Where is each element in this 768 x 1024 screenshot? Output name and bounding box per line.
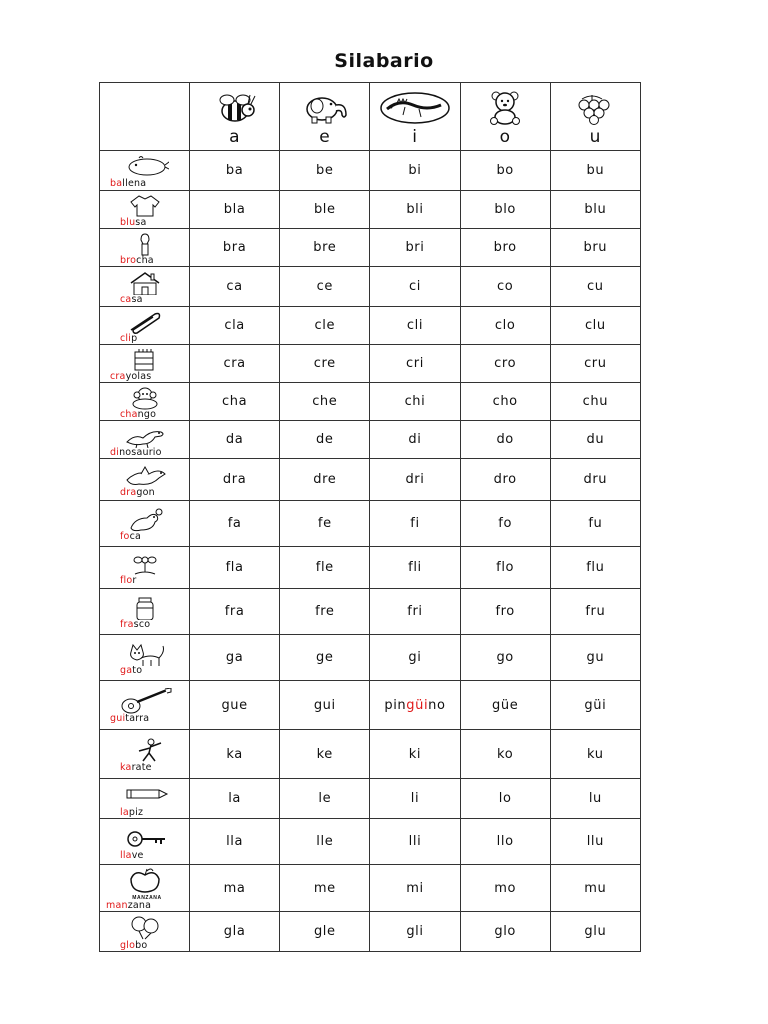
- syllable-cell: chi: [370, 383, 460, 421]
- syllable-cell: ga: [190, 635, 280, 681]
- syllable-cell: dra: [190, 459, 280, 501]
- syllable-row: [100, 383, 641, 421]
- word-rest: sco: [133, 618, 151, 630]
- syllable-row: [100, 345, 641, 383]
- syllable-row: [100, 501, 641, 547]
- syllable-row: [100, 865, 641, 912]
- word-highlight: fra: [120, 618, 134, 630]
- example-word: [100, 808, 189, 818]
- syllable-cell: ge: [280, 635, 370, 681]
- syllable-row: [100, 681, 641, 730]
- word-rest: ve: [131, 849, 144, 861]
- syllable-row: [100, 459, 641, 501]
- picture-word-cell: [100, 191, 190, 229]
- picture-word-cell: [100, 912, 190, 952]
- word-rest: to: [132, 664, 143, 676]
- syllable-cell: cri: [370, 345, 460, 383]
- syllable-row: [100, 730, 641, 779]
- word-highlight: flo: [120, 574, 133, 586]
- syllable-cell: le: [280, 779, 370, 819]
- syllable-cell: fla: [190, 547, 280, 589]
- word-part: pin: [384, 697, 407, 713]
- syllable-cell: li: [370, 779, 460, 819]
- syllable-cell: du: [550, 421, 640, 459]
- word-rest: ngo: [137, 408, 157, 420]
- syllable-cell: glo: [460, 912, 550, 952]
- grapes-icon: [568, 91, 622, 125]
- teddy-bear-icon: [478, 91, 532, 125]
- page-title: Silabario: [334, 50, 434, 72]
- word-rest: rate: [131, 762, 152, 773]
- example-word: [100, 666, 189, 676]
- vowel-header-u: [550, 83, 640, 151]
- seal-icon: [121, 508, 169, 532]
- syllable-cell: ki: [370, 730, 460, 779]
- word-rest: sa: [131, 293, 143, 305]
- syllable-cell: mi: [370, 865, 460, 912]
- syllable-cell: bu: [550, 151, 640, 191]
- syllable-cell: gle: [280, 912, 370, 952]
- syllable-cell: ble: [280, 191, 370, 229]
- syllable-cell: fro: [460, 589, 550, 635]
- syllable-cell: cla: [190, 307, 280, 345]
- example-word: [100, 714, 189, 724]
- syllable-cell: lla: [190, 819, 280, 865]
- example-word: [100, 763, 189, 773]
- house-icon: [121, 271, 169, 295]
- dinosaur-icon: [121, 424, 169, 448]
- syllable-cell: mo: [460, 865, 550, 912]
- syllable-cell: gui: [280, 681, 370, 730]
- syllable-cell: gu: [550, 635, 640, 681]
- balloons-icon: [121, 915, 169, 941]
- syllable-cell: ci: [370, 267, 460, 307]
- syllable-cell: bi: [370, 151, 460, 191]
- word-rest: bo: [135, 939, 148, 951]
- example-word: [100, 295, 189, 305]
- picture-word-cell: [100, 589, 190, 635]
- syllable-cell: bru: [550, 229, 640, 267]
- syllable-cell: ce: [280, 267, 370, 307]
- vowel-label: u: [589, 126, 602, 147]
- syllable-cell: fru: [550, 589, 640, 635]
- word-rest: r: [132, 574, 137, 586]
- example-word: [100, 218, 189, 228]
- vowel-header-i: [370, 83, 460, 151]
- vowel-header-a: [190, 83, 280, 151]
- syllable-row: [100, 191, 641, 229]
- syllable-cell: go: [460, 635, 550, 681]
- picture-word-cell: [100, 345, 190, 383]
- guitar-icon: [117, 688, 173, 714]
- example-word: [100, 448, 189, 458]
- vowel-label: a: [229, 126, 241, 147]
- syllable-cell: ba: [190, 151, 280, 191]
- syllable-cell: dre: [280, 459, 370, 501]
- picture-word-cell: [100, 730, 190, 779]
- bee-icon: [208, 91, 262, 125]
- syllable-row: [100, 307, 641, 345]
- syllable-cell: flo: [460, 547, 550, 589]
- word-rest: yolas: [125, 370, 152, 382]
- picture-word-cell: [100, 819, 190, 865]
- syllable-cell: che: [280, 383, 370, 421]
- picture-word-cell: [100, 383, 190, 421]
- syllable-cell: cli: [370, 307, 460, 345]
- whale-icon: [121, 155, 169, 179]
- apple-caption: MANZANA: [131, 895, 162, 901]
- syllable-row: [100, 779, 641, 819]
- syllable-cell: fi: [370, 501, 460, 547]
- vowel-header-o: [460, 83, 550, 151]
- picture-word-cell: [100, 779, 190, 819]
- syllable-cell: clo: [460, 307, 550, 345]
- example-word: [100, 620, 189, 630]
- word-highlight: güi: [406, 697, 429, 713]
- picture-word-cell: [100, 681, 190, 730]
- syllable-cell: gi: [370, 635, 460, 681]
- syllable-cell: cro: [460, 345, 550, 383]
- vowel-header-e: [280, 83, 370, 151]
- syllable-cell: cha: [190, 383, 280, 421]
- example-word: [100, 532, 189, 542]
- word-highlight: ca: [120, 293, 132, 305]
- word-part: no: [428, 697, 446, 713]
- word-highlight: di: [110, 446, 120, 458]
- syllable-row: [100, 912, 641, 952]
- syllable-cell: ca: [190, 267, 280, 307]
- syllable-cell: di: [370, 421, 460, 459]
- syllable-cell: bre: [280, 229, 370, 267]
- picture-word-cell: [100, 459, 190, 501]
- syllable-cell: fri: [370, 589, 460, 635]
- syllable-cell: mu: [550, 865, 640, 912]
- syllable-row: [100, 547, 641, 589]
- syllable-rows: [100, 151, 641, 952]
- word-highlight: blu: [120, 216, 136, 228]
- syllable-cell: blu: [550, 191, 640, 229]
- syllable-cell: fo: [460, 501, 550, 547]
- syllable-cell: ku: [550, 730, 640, 779]
- syllable-cell: da: [190, 421, 280, 459]
- syllable-cell: bo: [460, 151, 550, 191]
- syllable-cell: cra: [190, 345, 280, 383]
- vowel-header-row: [100, 83, 641, 151]
- syllable-row: [100, 819, 641, 865]
- word-highlight: lla: [120, 849, 132, 861]
- syllable-cell: cre: [280, 345, 370, 383]
- vowel-label: e: [319, 126, 331, 147]
- example-word: [100, 488, 189, 498]
- syllable-cell: de: [280, 421, 370, 459]
- example-word: [100, 334, 189, 344]
- picture-word-cell: [100, 635, 190, 681]
- syllable-cell: güi: [550, 681, 640, 730]
- word-rest: piz: [128, 806, 144, 818]
- word-highlight: glo: [120, 939, 136, 951]
- syllable-row: [100, 267, 641, 307]
- syllable-cell: me: [280, 865, 370, 912]
- example-word: [100, 851, 189, 861]
- syllable-cell: llo: [460, 819, 550, 865]
- word-highlight: bro: [120, 254, 137, 266]
- word-highlight: fo: [120, 530, 130, 542]
- syllable-cell: ke: [280, 730, 370, 779]
- syllable-cell: ka: [190, 730, 280, 779]
- word-highlight: cli: [120, 332, 132, 344]
- syllable-cell: fre: [280, 589, 370, 635]
- corner-cell: [100, 83, 190, 151]
- syllable-cell: flu: [550, 547, 640, 589]
- syllable-cell: blo: [460, 191, 550, 229]
- dragon-icon: [121, 464, 169, 488]
- word-rest: zana: [127, 900, 152, 911]
- syllable-cell: fli: [370, 547, 460, 589]
- key-icon: [121, 825, 169, 851]
- syllable-cell: gla: [190, 912, 280, 952]
- syllable-cell: lli: [370, 819, 460, 865]
- syllable-cell: dru: [550, 459, 640, 501]
- word-rest: gon: [136, 486, 155, 498]
- pencil-icon: [121, 782, 169, 808]
- syllable-cell: cru: [550, 345, 640, 383]
- syllable-cell: güe: [460, 681, 550, 730]
- word-highlight: la: [120, 806, 129, 818]
- example-word: [100, 941, 189, 951]
- syllable-row: [100, 421, 641, 459]
- example-word: [100, 576, 189, 586]
- syllable-cell: lo: [460, 779, 550, 819]
- picture-word-cell: [100, 865, 190, 912]
- syllable-cell: fe: [280, 501, 370, 547]
- example-word: [100, 410, 189, 420]
- word-highlight: ba: [110, 177, 123, 189]
- picture-word-cell: [100, 229, 190, 267]
- syllable-row: [100, 635, 641, 681]
- brush-icon: [121, 232, 169, 256]
- flower-icon: [121, 552, 169, 576]
- example-word: [100, 179, 189, 189]
- example-word: [100, 256, 189, 266]
- syllable-row: [100, 229, 641, 267]
- syllable-cell: fra: [190, 589, 280, 635]
- syllable-cell: fle: [280, 547, 370, 589]
- syllable-cell: dri: [370, 459, 460, 501]
- word-highlight: cha: [120, 408, 138, 420]
- picture-word-cell: [100, 151, 190, 191]
- word-highlight: cra: [110, 370, 126, 382]
- syllable-cell: fu: [550, 501, 640, 547]
- syllable-cell: llu: [550, 819, 640, 865]
- vowel-label: i: [412, 126, 418, 147]
- syllable-cell: bra: [190, 229, 280, 267]
- apple-icon: [121, 867, 169, 901]
- picture-word-cell: [100, 307, 190, 345]
- syllable-cell: fa: [190, 501, 280, 547]
- syllable-cell: cle: [280, 307, 370, 345]
- syllable-row: [100, 589, 641, 635]
- syllable-cell: [370, 681, 460, 730]
- word-highlight: dra: [120, 486, 137, 498]
- example-word: [100, 372, 189, 382]
- syllable-cell: bri: [370, 229, 460, 267]
- word-rest: cha: [136, 254, 154, 266]
- syllable-cell: gli: [370, 912, 460, 952]
- syllable-cell: do: [460, 421, 550, 459]
- jar-icon: [121, 596, 169, 620]
- monkey-icon: [121, 386, 169, 410]
- syllable-cell: cu: [550, 267, 640, 307]
- syllable-cell: be: [280, 151, 370, 191]
- word-highlight: ka: [120, 762, 132, 773]
- picture-word-cell: [100, 267, 190, 307]
- syllable-cell: ma: [190, 865, 280, 912]
- word-rest: llena: [122, 177, 147, 189]
- word-rest: sa: [135, 216, 147, 228]
- clip-icon: [121, 310, 169, 334]
- example-word: [100, 901, 189, 911]
- word-rest: nosaurio: [119, 446, 162, 458]
- word-highlight: man: [106, 900, 128, 911]
- syllable-cell: cho: [460, 383, 550, 421]
- word-rest: p: [131, 332, 138, 344]
- syllable-cell: bli: [370, 191, 460, 229]
- word-highlight: ga: [120, 664, 133, 676]
- syllable-cell: co: [460, 267, 550, 307]
- syllable-cell: lle: [280, 819, 370, 865]
- syllable-cell: bla: [190, 191, 280, 229]
- syllable-cell: ko: [460, 730, 550, 779]
- iguana-icon: [379, 91, 451, 125]
- karate-icon: [121, 737, 169, 763]
- crayons-icon: [121, 348, 169, 372]
- syllable-cell: gue: [190, 681, 280, 730]
- cat-icon: [121, 642, 169, 666]
- syllable-row: [100, 151, 641, 191]
- syllable-table: [99, 82, 641, 952]
- syllable-cell: clu: [550, 307, 640, 345]
- word-rest: tarra: [125, 713, 150, 724]
- word-highlight: gui: [110, 713, 126, 724]
- picture-word-cell: [100, 501, 190, 547]
- picture-word-cell: [100, 547, 190, 589]
- syllable-cell: dro: [460, 459, 550, 501]
- elephant-icon: [298, 91, 352, 125]
- syllable-cell: bro: [460, 229, 550, 267]
- blouse-icon: [121, 194, 169, 218]
- syllable-cell: lu: [550, 779, 640, 819]
- syllable-cell: la: [190, 779, 280, 819]
- syllable-cell: glu: [550, 912, 640, 952]
- syllable-cell: chu: [550, 383, 640, 421]
- picture-word-cell: [100, 421, 190, 459]
- word-rest: ca: [129, 530, 142, 542]
- vowel-label: o: [499, 126, 511, 147]
